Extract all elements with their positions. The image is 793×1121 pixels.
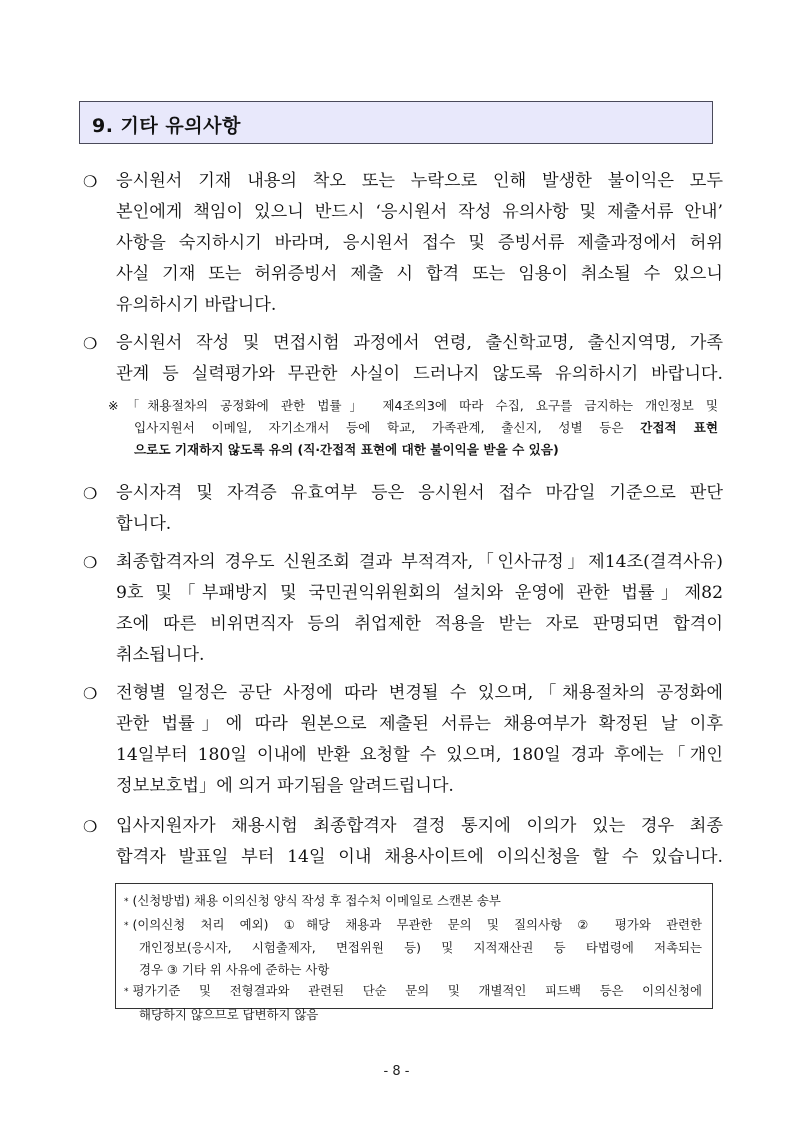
asterisk-icon: * bbox=[124, 920, 129, 931]
circle-bullet-icon: ❍ bbox=[83, 553, 98, 572]
notice-line: 전형별 일정은 공단 사정에 따라 변경될 수 있으며,「채용절차의 공정화에 bbox=[116, 683, 723, 703]
box-line: * (신청방법) 채용 이의신청 양식 작성 후 접수처 이메일로 스캔본 송부 bbox=[124, 893, 501, 908]
reference-mark-icon: ※ bbox=[108, 398, 127, 413]
privacy-note bbox=[108, 395, 718, 461]
asterisk-icon: * bbox=[124, 987, 129, 997]
notice-line: 응시원서 작성 및 면접시험 과정에서 연령, 출신학교명, 출신지역명, 가족 bbox=[116, 333, 723, 353]
notice-line: 사실 기재 또는 허위증빙서 제출 시 합격 또는 임용이 취소될 수 있으니 bbox=[116, 264, 723, 284]
notice-line: 사항을 숙지하시기 바라며, 응시원서 접수 및 증빙서류 제출과정에서 허위 bbox=[116, 233, 723, 253]
privacy-note-line-3 bbox=[108, 439, 718, 461]
notice-item-6 bbox=[83, 811, 723, 873]
notice-line: 합니다. bbox=[116, 514, 172, 534]
notice-line: 응시원서 기재 내용의 착오 또는 누락으로 인해 발생한 불이익은 모두 bbox=[116, 171, 723, 191]
box-line: * (이의신청 처리 예외) ①해당 채용과 무관한 문의 및 질의사항 ② 평가와 관련한 bbox=[124, 916, 702, 932]
section-header bbox=[79, 101, 713, 144]
asterisk-icon: * bbox=[124, 897, 129, 907]
circle-bullet-icon: ❍ bbox=[83, 684, 98, 703]
notice-line: 최종합격자의 경우도 신원조회 결과 부적격자,「인사규정」제14조(결격사유) bbox=[116, 552, 723, 572]
notice-line: 입사지원자가 채용시험 최종합격자 결정 통지에 이의가 있는 경우 최종 bbox=[116, 816, 723, 836]
notice-line: 합격자 발표일 부터 14일 이내 채용사이트에 이의신청을 할 수 있습니다. bbox=[116, 847, 723, 867]
emphasis-text: 으로도 기재하지 않도록 유의 (직‧간접적 표현에 대한 불이익을 받을 수 있음) bbox=[134, 442, 559, 457]
emphasis-text: 간접적 표현 bbox=[640, 420, 718, 435]
notice-item-1 bbox=[83, 166, 723, 321]
notice-item-3 bbox=[83, 478, 723, 540]
notice-line: 14일부터 180일 이내에 반환 요청할 수 있으며, 180일 경과 후에는「개인 bbox=[116, 745, 723, 765]
privacy-note-line-2: 입사지원서 이메일, 자기소개서 등에 학교, 가족관계, 출신지, 성별 등은 간접적 표현 bbox=[134, 420, 718, 435]
notice-line: 9호 및「부패방지 및 국민권익위원회의 설치와 운영에 관한 법률」제82 bbox=[116, 583, 723, 603]
box-line: 경우 ③ 기타 위 사유에 준하는 사항 bbox=[139, 961, 330, 977]
circle-bullet-icon: ❍ bbox=[83, 334, 98, 353]
notice-line: 유의하시기 바랍니다. bbox=[116, 295, 277, 315]
circle-bullet-icon: ❍ bbox=[83, 172, 98, 191]
notice-item-5 bbox=[83, 678, 723, 802]
box-line: * 평가기준 및 전형결과와 관련된 단순 문의 및 개별적인 피드백 등은 이의신청에 bbox=[124, 983, 702, 998]
box-line: 해당하지 않으므로 답변하지 않음 bbox=[139, 1006, 319, 1022]
notice-line: 취소됩니다. bbox=[116, 645, 205, 665]
circle-bullet-icon: ❍ bbox=[83, 484, 98, 503]
notice-line: 응시자격 및 자격증 유효여부 등은 응시원서 접수 마감일 기준으로 판단 bbox=[116, 483, 723, 503]
notice-item-4 bbox=[83, 547, 723, 671]
notice-line: 조에 따른 비위면직자 등의 취업제한 적용을 받는 자로 판명되면 합격이 bbox=[116, 614, 723, 634]
notice-line: 본인에게 책임이 있으니 반드시 ‘응시원서 작성 유의사항 및 제출서류 안내’ bbox=[116, 202, 723, 222]
box-line: 개인정보(응시자, 시험출제자, 면접위원 등) 및 지적재산권 등 타법령에 저촉되는 bbox=[139, 940, 702, 955]
page-number: - 8 - bbox=[383, 1064, 410, 1079]
notice-line: 관한 법률」에 따라 원본으로 제출된 서류는 채용여부가 확정된 날 이후 bbox=[116, 714, 723, 734]
circle-bullet-icon: ❍ bbox=[83, 817, 98, 836]
notice-item-2 bbox=[83, 328, 723, 390]
objection-info-box bbox=[115, 883, 713, 1022]
section-title: 9. 기타 유의사항 bbox=[92, 115, 241, 137]
privacy-note-line-1: ※「채용절차의 공정화에 관한 법률」 제4조의3에 따라 수집, 요구를 금지하는 개인정보 및 bbox=[108, 398, 718, 413]
notice-line: 정보보호법」에 의거 파기됨을 알려드립니다. bbox=[116, 776, 454, 796]
notice-line: 관계 등 실력평가와 무관한 사실이 드러나지 않도록 유의하시기 바랍니다. bbox=[116, 364, 723, 384]
